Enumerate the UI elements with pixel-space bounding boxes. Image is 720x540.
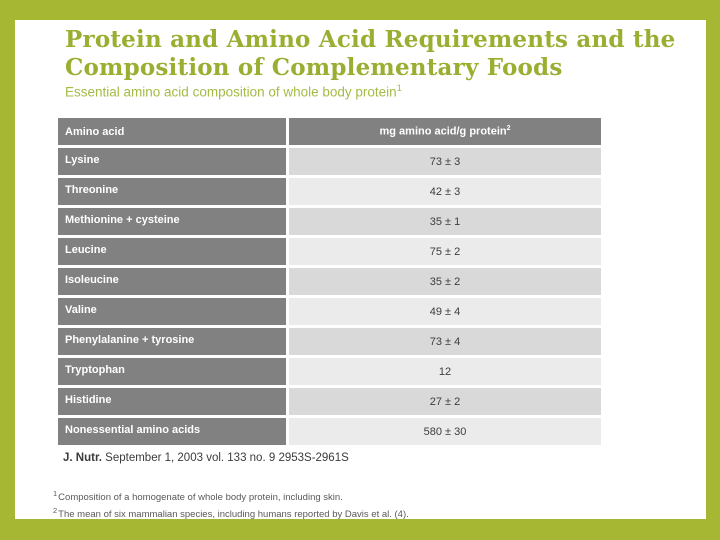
footnotes	[53, 488, 409, 521]
amino-acid-name: Methionine + cysteine	[58, 208, 286, 235]
journal-name: J. Nutr.	[63, 452, 102, 464]
table-row	[58, 268, 601, 295]
table-row	[58, 358, 601, 385]
column-header-mg-label: mg amino acid/g protein	[379, 125, 507, 138]
amino-acid-value: 35 ± 2	[289, 268, 601, 295]
amino-acid-name: Threonine	[58, 178, 286, 205]
table-row	[58, 148, 601, 175]
table-row	[58, 178, 601, 205]
subtitle-footnote-marker: 1	[396, 83, 402, 93]
column-header-footnote-marker: 2	[506, 125, 511, 133]
title-line-2: Composition of Complementary Foods	[65, 54, 563, 81]
amino-acid-value: 49 ± 4	[289, 298, 601, 325]
amino-acid-name: Phenylalanine + tyrosine	[58, 328, 286, 355]
footnote-2-marker: 2	[53, 505, 58, 515]
amino-acid-name: Valine	[58, 298, 286, 325]
amino-acid-value: 35 ± 1	[289, 208, 601, 235]
table-header-row	[58, 118, 601, 145]
title-line-1: Protein and Amino Acid Requirements and the	[65, 26, 676, 53]
column-header-mg-amino-acid	[289, 118, 601, 145]
table-row	[58, 328, 601, 355]
amino-acid-value: 73 ± 4	[289, 328, 601, 355]
table-row	[58, 208, 601, 235]
amino-acid-value: 75 ± 2	[289, 238, 601, 265]
amino-acid-name: Isoleucine	[58, 268, 286, 295]
amino-acid-name: Leucine	[58, 238, 286, 265]
amino-acid-value: 12	[289, 358, 601, 385]
footnote-1-marker: 1	[53, 489, 58, 498]
subtitle-text: Essential amino acid composition of whole body protein	[65, 84, 397, 100]
amino-acid-value: 73 ± 3	[289, 148, 601, 175]
table-row	[58, 388, 601, 415]
column-header-amino-acid: Amino acid	[58, 118, 286, 145]
amino-acid-value: 42 ± 3	[289, 178, 601, 205]
slide-subtitle	[65, 83, 402, 100]
citation-details: September 1, 2003 vol. 133 no. 9 2953S-2961S	[101, 452, 349, 464]
table-row	[58, 238, 601, 265]
amino-acid-table	[55, 115, 604, 448]
footnote-1	[53, 488, 409, 505]
table-row	[58, 418, 601, 445]
amino-acid-name: Tryptophan	[58, 358, 286, 385]
footnote-2-text: The mean of six mammalian species, including humans reported by Davis et al. (4).	[58, 508, 409, 520]
amino-acid-value: 580 ± 30	[289, 418, 601, 445]
amino-acid-value: 27 ± 2	[289, 388, 601, 415]
amino-acid-name: Nonessential amino acids	[58, 418, 286, 445]
amino-acid-name: Lysine	[58, 148, 286, 175]
table-row	[58, 298, 601, 325]
slide	[15, 20, 706, 519]
footnote-1-text: Composition of a homogenate of whole body protein, including skin.	[58, 492, 343, 504]
amino-acid-name: Histidine	[58, 388, 286, 415]
citation	[63, 452, 349, 464]
slide-title	[65, 26, 685, 82]
footnote-2	[53, 505, 409, 522]
